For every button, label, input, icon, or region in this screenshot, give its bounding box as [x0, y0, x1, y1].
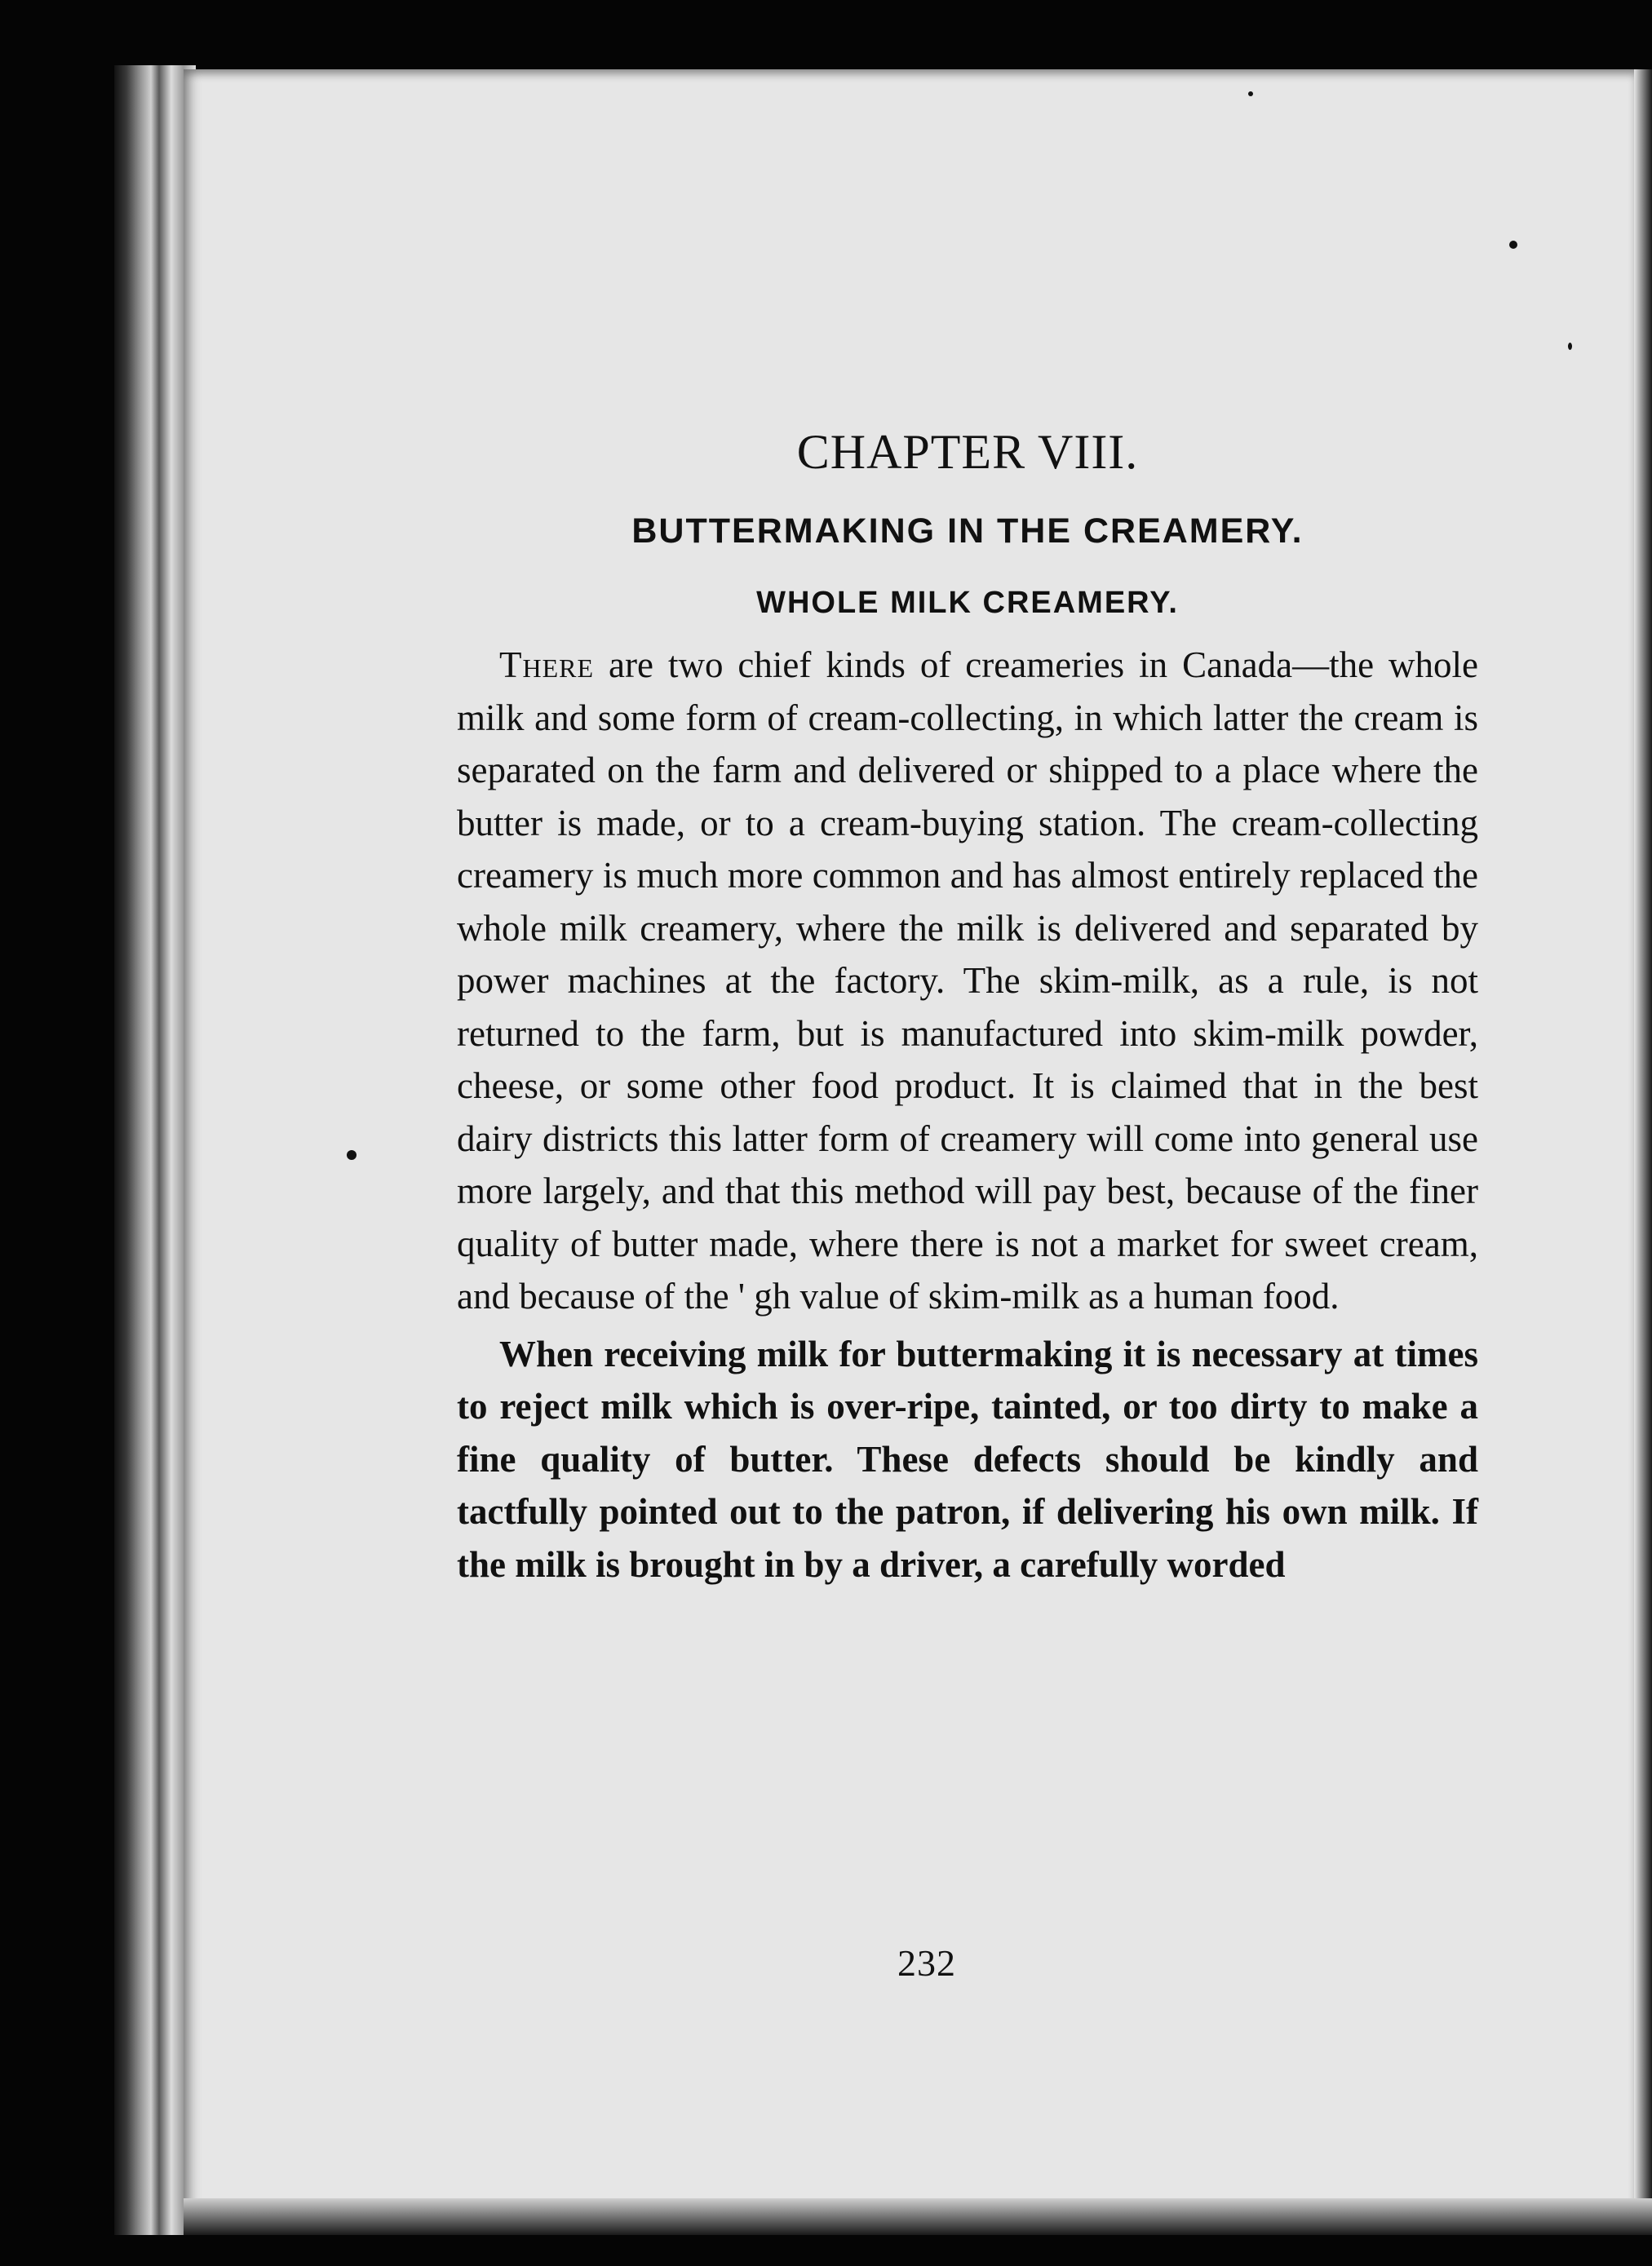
body-paragraph: [457, 1328, 1478, 1591]
page-text: [457, 424, 1478, 1591]
body-paragraph: [457, 639, 1478, 1323]
page-number: 232: [897, 1942, 956, 1984]
subsection-title: WHOLE MILK CREAMERY.: [756, 586, 1179, 620]
paragraph-text: are two chief kinds of creameries in Canada—the whole milk and some form of cream-collecting, in which latter the cream is separated on the farm and delivered or shipped to a place where the butter is made, or to a cream-buying station. The cream-collecting creamery is much more common and has almost entirely replaced the whole milk creamery, where the milk is delivered and separated by power machines at the factory. The skim-milk, as a rule, is not returned to the farm, but is manufactured into skim-milk powder, cheese, or some other food product. It is claimed that in the best dairy districts this latter form of creamery will come into general use more largely, and that this method will pay best, because of the finer quality of butter made, where there is not a market for sweet cream, and because of the ' gh value of skim-milk as a human food.: [457, 644, 1478, 1317]
ink-speck: [347, 1150, 357, 1160]
ink-speck: [1509, 241, 1517, 249]
page-bottom-shadow: [184, 2198, 1652, 2235]
page-right-shadow: [1634, 69, 1652, 2235]
chapter-heading: CHAPTER VIII.: [796, 425, 1139, 479]
ink-speck: [1248, 91, 1253, 96]
ink-speck: [1568, 343, 1572, 350]
paragraph-text: When receiving milk for buttermaking it is necessary at times to reject milk which is over-ripe, tainted, or too dirty to make a fine quality of butter. These defects should be kindly and tactfully pointed out to the patron, if delivering his own milk. If the milk is brought in by a driver, a carefully worded: [457, 1333, 1478, 1585]
paragraph-lead-word: There: [499, 644, 595, 685]
section-title: BUTTERMAKING IN THE CREAMERY.: [631, 511, 1304, 551]
